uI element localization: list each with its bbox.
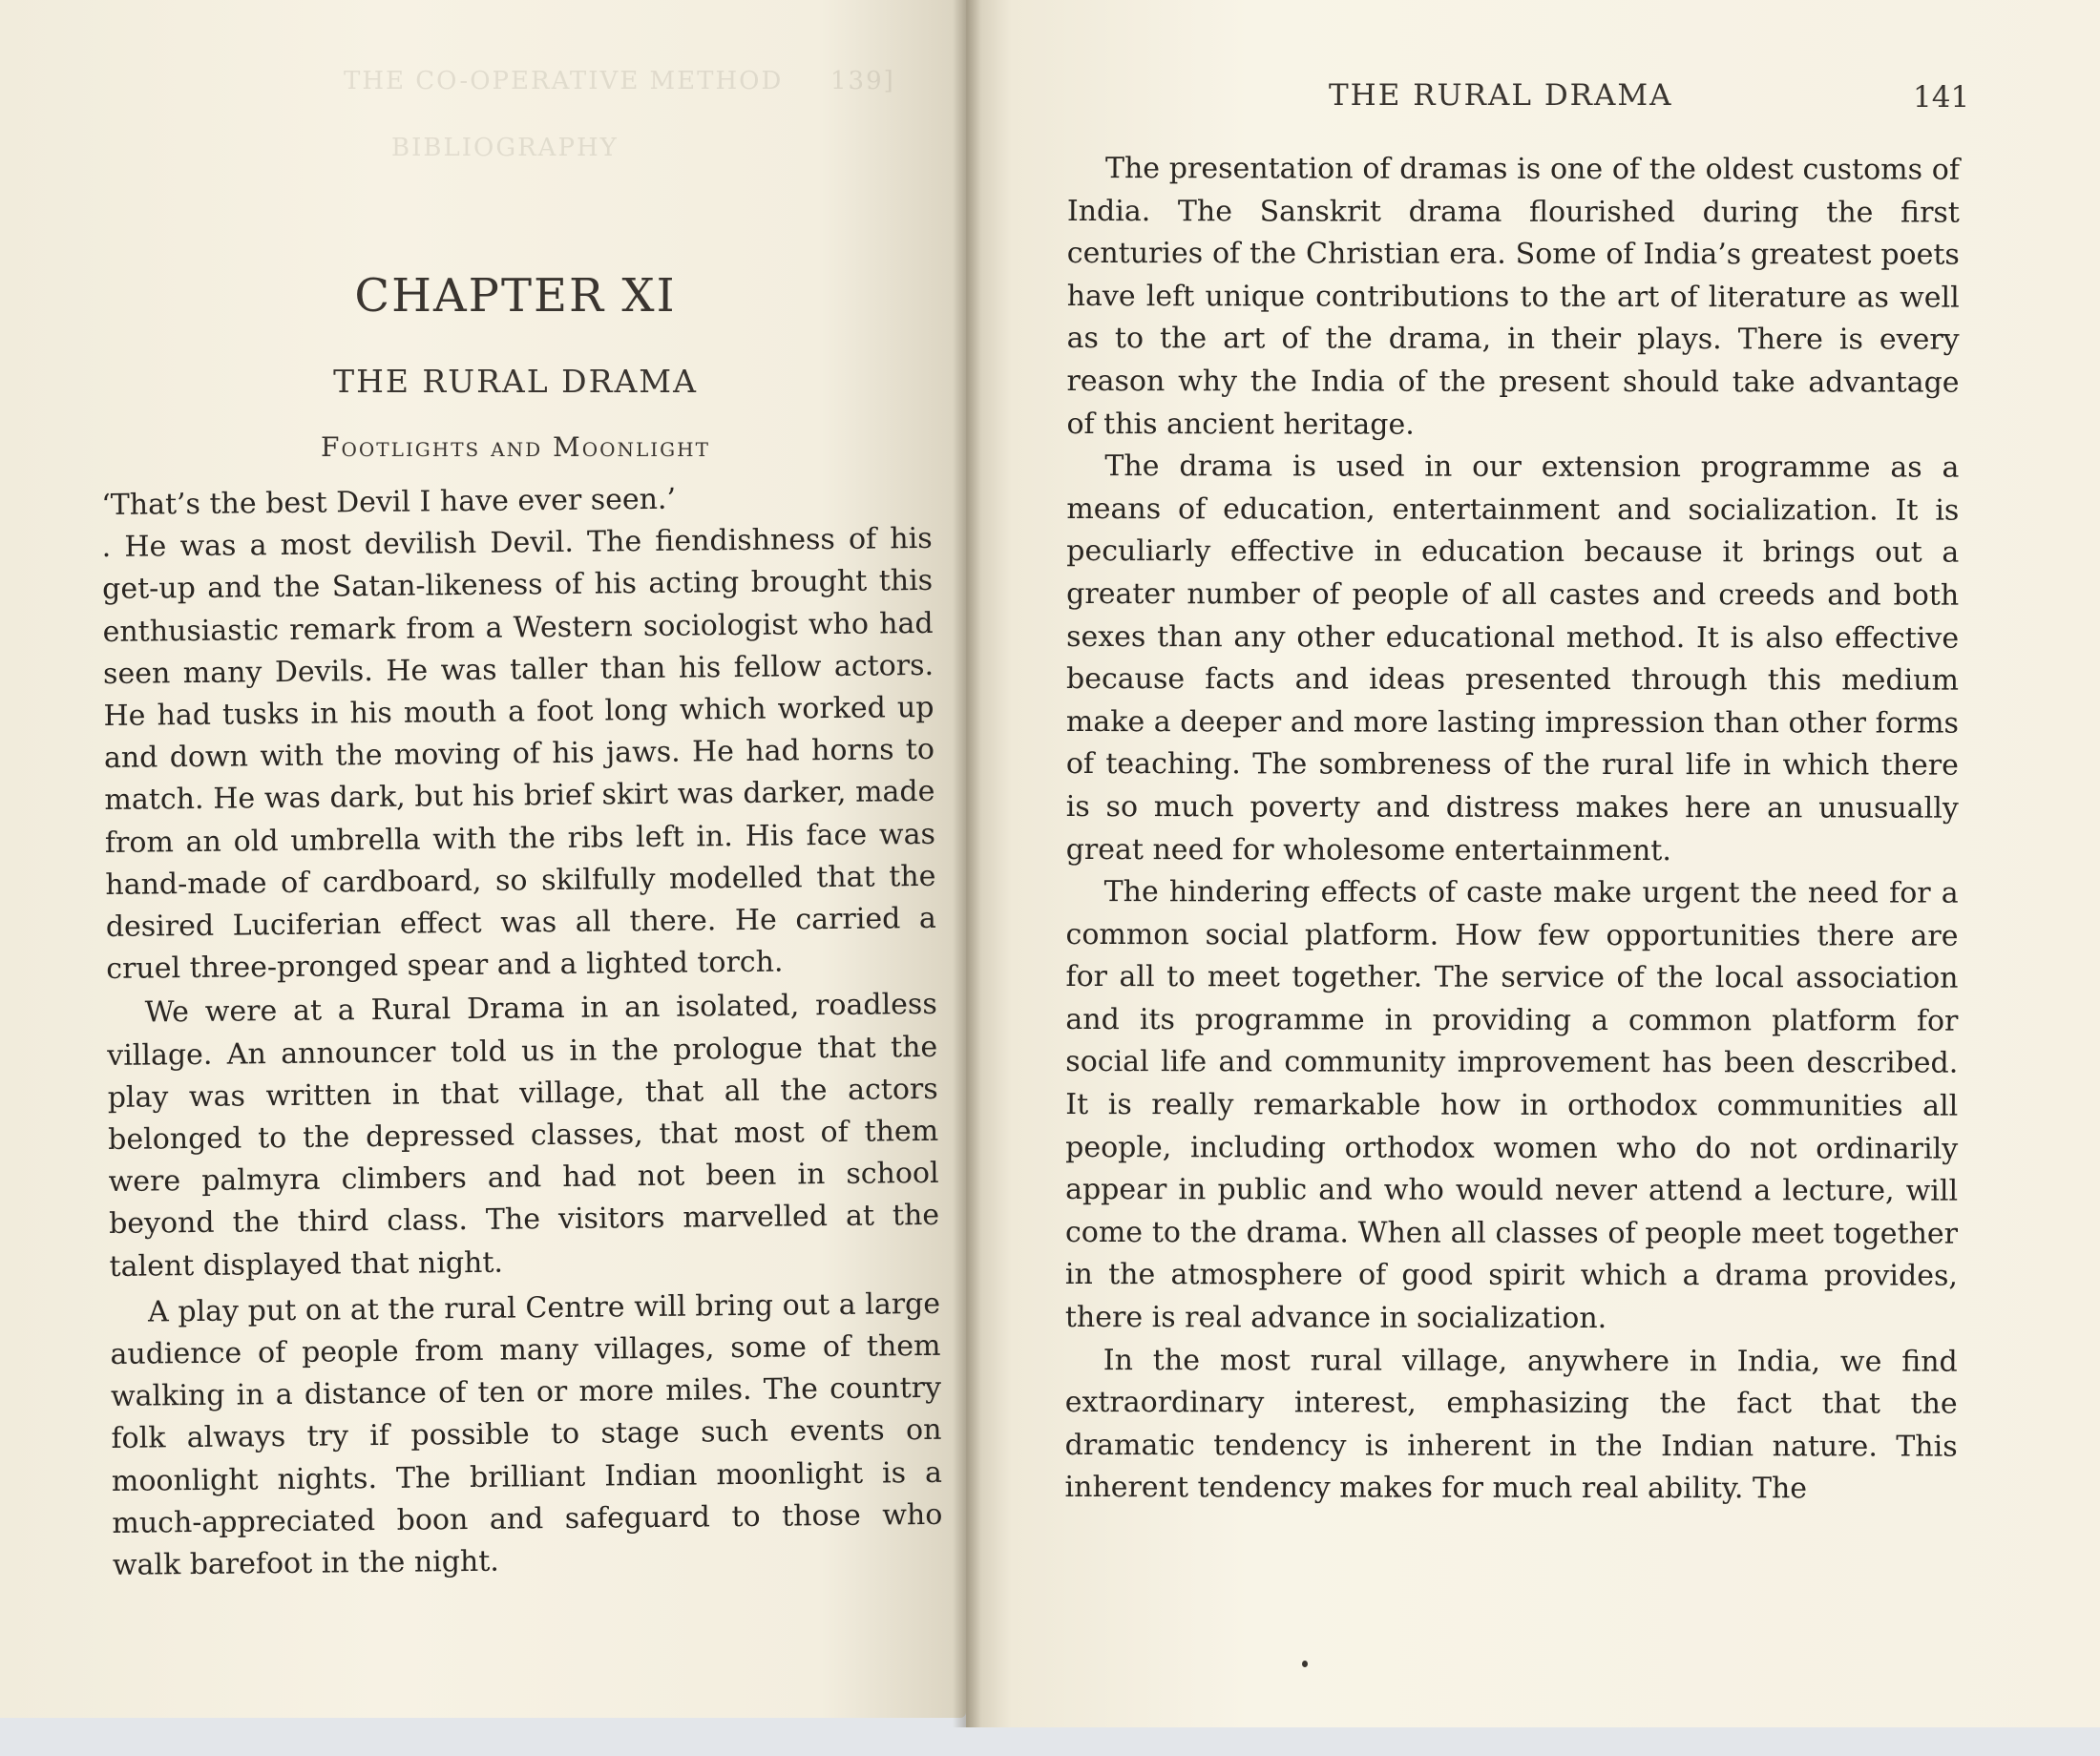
paragraph: The hindering effects of caste make urgent the need for a common social platform. How few opportunities there are for all to meet together. The service of the local association and its programme in providing a common platform for social life and community improvement has been described. It is really remarkable how in orthodox communities all people, including orthodox women who do not ordinarily appear in public and who would never attend a lecture, will come to the drama. When all classes of people meet together in the atmosphere of good spirit which a drama provides, there is real advance in socialization. [1064,875,1959,1336]
show-through-section: BIBLIOGRAPHY [391,134,619,162]
book-gutter [953,0,981,1727]
page-number: 141 [1913,80,1970,115]
paragraph: A play put on at the rural Centre will bring out a large audience of people from many villages, some of them walking in a distance of ten or more miles. The country folk always try if possible to stage such events on moonlight nights. The brilliant Indian moonlight is a much-appreciated boon and safeguard to those who walk barefoot in the night. [110,1286,943,1583]
section-heading: Footlights and Moonlight [321,431,710,463]
paragraph: The drama is used in our extension programme as a means of education, entertainment and socialization. It is peculiarly effective in education because it brings out a greater number of people of all castes and creeds and both sexes than any other educational method. It is also effective because facts and ideas presented through this medium make a deeper and more lasting impression than other forms of teaching. The sombreness of the rural life in which there is so much poverty and distress makes here an unusually great need for wholesome entertainment. [1065,449,1960,868]
ink-speck [1302,1661,1308,1667]
running-head: THE RURAL DRAMA [1329,78,1673,113]
chapter-number: CHAPTER XI [354,269,677,323]
left-page [0,0,966,1718]
paragraph: . He was a most devilish Devil. The fiendishness of his get-up and the Satan-likeness of his acting brought this enthusiastic remark from a Western sociologist who had seen many Devils. He was taller than his fellow actors. He had tusks in his mouth a foot long which worked up and down with the moving of his jaws. He had horns to match. He was dark, but his brief skirt was darker, made from an old umbrella with the ribs left in. His face was hand-made of cardboard, so skilfully modelled that the desired Luciferian effect was all there. He carried a cruel three-pronged spear and a lighted torch. [101,522,936,987]
paragraph: In the most rural village, anywhere in India, we find extraordinary interest, emphasizing the fact that the dramatic tendency is inherent in the Indian nature. This inherent tendency makes for much real ability. The [1064,1343,1958,1506]
right-body-text [1065,148,1960,1512]
paragraph: ‘That’s the best Devil I have ever seen.’ [101,482,677,522]
show-through-page-number: 139] [830,67,895,95]
chapter-title: THE RURAL DRAMA [333,363,698,400]
paragraph: We were at a Rural Drama in an isolated, roadless village. An announcer told us in the prologue that the play was written in that village, that all the actors belonged to the depressed classes, that most of them were palmyra climbers and had not been in school beyond the third class. The visitors marvelled at the talent displayed that night. [107,988,940,1284]
paragraph: The presentation of dramas is one of the oldest customs of India. The Sanskrit drama flourished during the first centuries of the Christian era. Some of India’s greatest poets have left unique contributions to the art of literature as well as to the art of the drama, in their plays. There is every reason why the India of the present should take advantage of this ancient heritage. [1066,152,1960,442]
left-body-text [101,476,943,1587]
show-through-heading: THE CO-OPERATIVE METHOD [344,67,784,95]
